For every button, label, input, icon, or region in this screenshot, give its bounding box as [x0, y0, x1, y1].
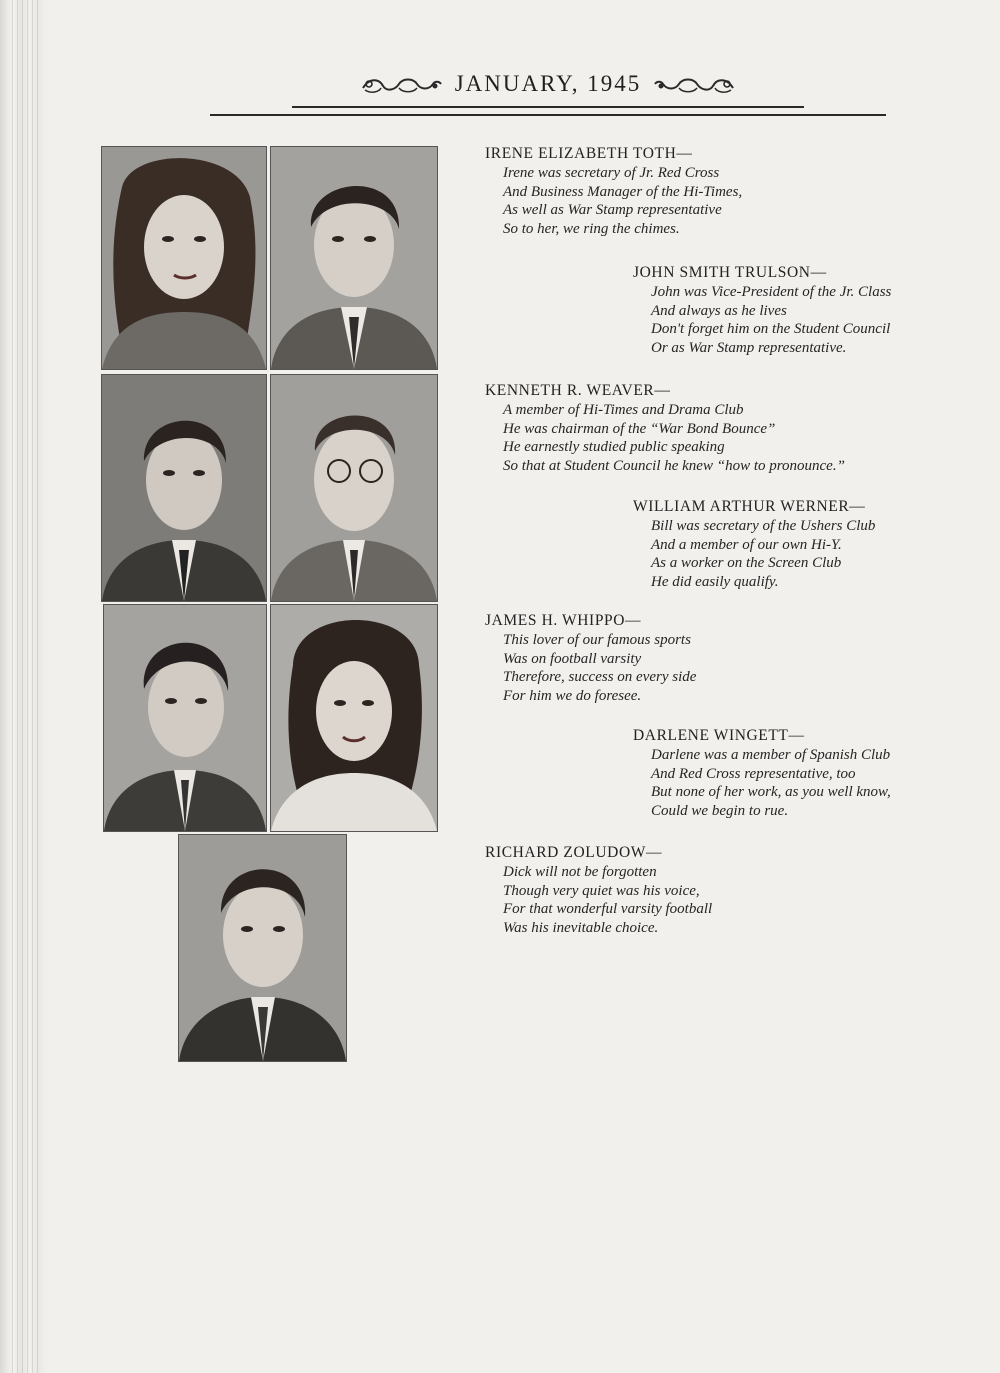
page-header: [292, 66, 804, 102]
student-name: DARLENE WINGETT—: [633, 727, 805, 744]
verse-line: A member of Hi-Times and Drama Club: [503, 402, 744, 418]
verse-line: For that wonderful varsity football: [503, 901, 713, 918]
verse-line: But none of her work, as you well know,: [651, 784, 891, 801]
verse-line: For him we do foresee.: [503, 687, 642, 704]
page-binding-edge: [0, 0, 46, 1373]
senior-entry-william-werner: [633, 498, 875, 591]
senior-entry-irene-toth: [485, 145, 742, 238]
portrait-photo-john-trulson: [270, 146, 438, 370]
senior-entry-darlene-wingett: [633, 727, 891, 820]
senior-entry-kenneth-weaver: [485, 382, 845, 475]
page-title: JANUARY, 1945: [454, 71, 642, 96]
portrait-photo-william-werner: [270, 374, 438, 602]
verse: [633, 283, 891, 357]
header-rule-top: [292, 106, 804, 108]
portrait-photo-darlene-wingett: [270, 604, 438, 832]
verse-line: Dick will not be forgotten: [503, 864, 657, 880]
verse-line: Was his inevitable choice.: [503, 919, 659, 936]
senior-entry-john-trulson: [633, 264, 891, 357]
header-rule-bottom: [210, 114, 886, 116]
portrait-photo-richard-zoludow: [178, 834, 347, 1062]
verse-line: Or as War Stamp representative.: [651, 339, 847, 356]
verse-line: He earnestly studied public speaking: [503, 439, 725, 456]
verse-line: He was chairman of the “War Bond Bounce”: [503, 420, 776, 437]
senior-entry-james-whippo: [485, 612, 696, 705]
verse: [485, 164, 742, 238]
student-name: KENNETH R. WEAVER—: [485, 382, 671, 399]
verse: [633, 746, 891, 820]
verse-line: Don't forget him on the Student Council: [651, 321, 891, 338]
student-name: JOHN SMITH TRULSON—: [633, 264, 827, 281]
verse-line: And Business Manager of the Hi-Times,: [503, 183, 743, 200]
verse-line: This lover of our famous sports: [503, 632, 691, 648]
verse-line: And Red Cross representative, too: [651, 765, 856, 782]
verse: [633, 517, 875, 591]
student-name: WILLIAM ARTHUR WERNER—: [633, 498, 866, 515]
verse-line: Bill was secretary of the Ushers Club: [651, 518, 876, 534]
verse-line: So to her, we ring the chimes.: [503, 220, 680, 237]
student-name: JAMES H. WHIPPO—: [485, 612, 642, 629]
portrait-photo-kenneth-weaver: [101, 374, 267, 602]
verse-line: So that at Student Council he knew “how to pronounce.”: [503, 457, 845, 474]
verse-line: Irene was secretary of Jr. Red Cross: [503, 165, 720, 181]
verse-line: And a member of our own Hi-Y.: [651, 536, 842, 553]
student-name: RICHARD ZOLUDOW—: [485, 844, 663, 861]
verse: [485, 863, 712, 937]
verse-line: Could we begin to rue.: [651, 802, 789, 819]
scroll-ornament-icon: [359, 72, 443, 96]
verse-line: And always as he lives: [651, 302, 787, 319]
verse: [485, 631, 696, 705]
portrait-photo-james-whippo: [103, 604, 267, 832]
portrait-photo-irene-toth: [101, 146, 267, 370]
verse-line: He did easily qualify.: [651, 573, 779, 590]
verse-line: Though very quiet was his voice,: [503, 882, 700, 899]
verse-line: As well as War Stamp representative: [503, 202, 722, 219]
verse-line: John was Vice-President of the Jr. Class: [651, 284, 892, 300]
verse-line: As a worker on the Screen Club: [651, 555, 842, 572]
verse: [485, 401, 845, 475]
student-name: IRENE ELIZABETH TOTH—: [485, 145, 693, 162]
verse-line: Was on football varsity: [503, 650, 642, 667]
senior-entry-richard-zoludow: [485, 844, 712, 937]
verse-line: Therefore, success on every side: [503, 669, 697, 686]
scroll-ornament-icon: [653, 72, 737, 96]
verse-line: Darlene was a member of Spanish Club: [651, 747, 891, 763]
